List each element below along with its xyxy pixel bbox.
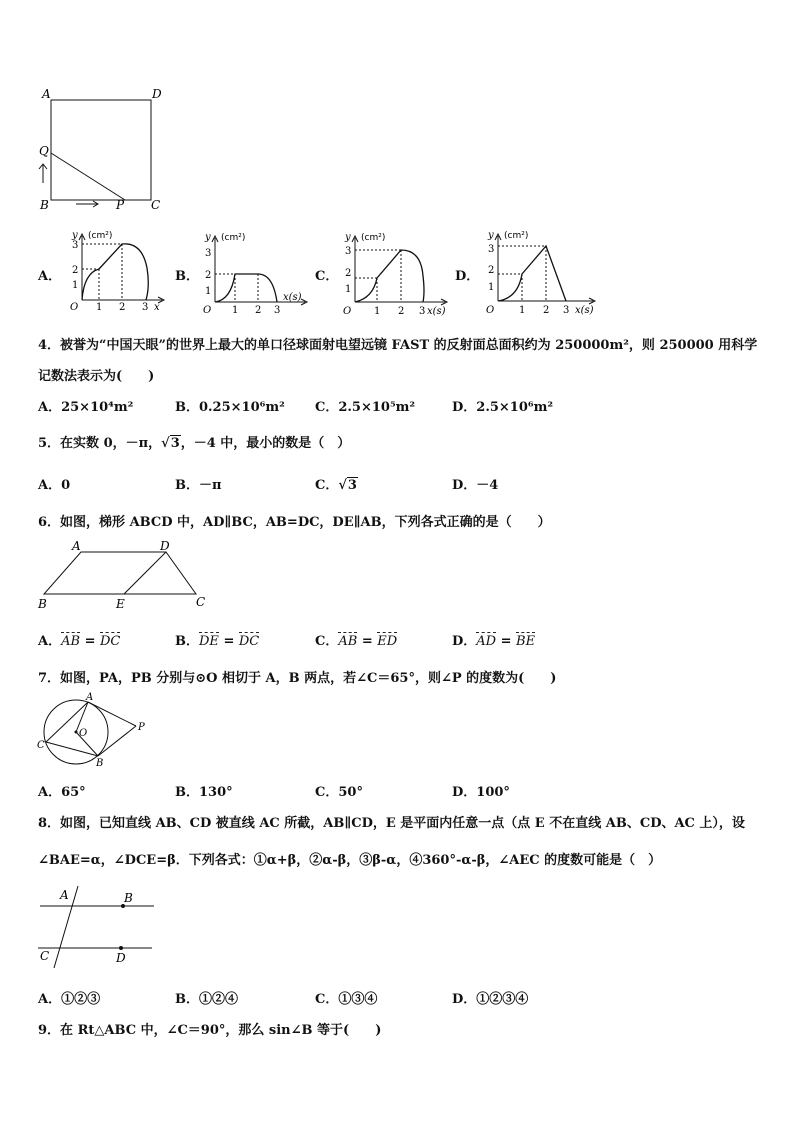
q5-option-c[interactable]	[315, 474, 358, 493]
vector-left: AD	[476, 634, 497, 649]
q7-option-b[interactable]: B．130°	[175, 785, 233, 800]
svg-text:x(s): x(s)	[427, 306, 446, 317]
graph-a	[62, 228, 172, 313]
svg-text:y: y	[72, 230, 78, 241]
label-c: C	[196, 595, 206, 609]
svg-text:2: 2	[255, 305, 262, 316]
option-letter: C．	[315, 478, 339, 493]
svg-text:1: 1	[205, 286, 212, 297]
svg-text:2: 2	[543, 305, 550, 316]
q4-option-d[interactable]: D．2.5×10⁶m²	[452, 400, 554, 415]
svg-text:3: 3	[72, 240, 79, 251]
q8-line2: ∠BAE=α，∠DCE=β．下列各式：①α+β，②α-β，③β-α，④360°-α-β，∠AEC 的度数可能是（ ）	[38, 853, 662, 868]
vector-right: BE	[516, 634, 536, 649]
label-q: Q	[39, 144, 49, 158]
svg-text:x(s): x(s)	[283, 292, 302, 303]
label-b: B	[124, 891, 133, 905]
q5-stem-a: 5．在实数 0，－π，	[38, 436, 162, 451]
svg-text:2: 2	[205, 270, 212, 281]
svg-text:O: O	[203, 305, 212, 316]
center-point	[75, 731, 78, 734]
sqrt-icon: √	[161, 436, 170, 451]
vector-left: DE	[199, 634, 219, 649]
svg-text:1: 1	[96, 302, 103, 313]
q8-line1: 8．如图，已知直线 AB、CD 被直线 AC 所截，AB∥CD，E 是平面内任意一点（点 E 不在直线 AB、CD、AC 上），设	[38, 816, 745, 831]
label-a: A	[72, 539, 81, 553]
svg-text:2: 2	[488, 265, 495, 276]
svg-text:2: 2	[398, 306, 405, 317]
option-letter: A．	[38, 634, 62, 649]
label-p: P	[138, 722, 145, 733]
label-b: B	[40, 198, 49, 212]
q6-option-c[interactable]: C．AB = ED	[315, 634, 398, 649]
svg-text:x: x	[154, 302, 160, 313]
option-letter: D．	[452, 634, 477, 649]
svg-text:3: 3	[419, 306, 426, 317]
graph-b	[195, 228, 315, 318]
svg-text:1: 1	[488, 282, 495, 293]
trapezoid-abcd	[44, 552, 196, 594]
q5-stem-b: ，－4 中，最小的数是（ ）	[180, 436, 351, 451]
svg-text:(cm²): (cm²)	[221, 233, 246, 243]
label-d: D	[152, 87, 162, 101]
label-b: B	[38, 597, 47, 611]
svg-text:1: 1	[345, 284, 352, 295]
svg-text:2: 2	[72, 265, 79, 276]
label-o: O	[79, 728, 88, 739]
label-c: C	[151, 198, 161, 212]
svg-text:3: 3	[205, 248, 212, 259]
svg-text:3: 3	[142, 302, 149, 313]
vector-right: DC	[238, 634, 260, 649]
q5-stem-root: 3	[170, 436, 180, 451]
option-letter: A．	[38, 269, 62, 284]
q7-stem: 7．如图，PA，PB 分别与⊙O 相切于 A，B 两点，若∠C＝65°，则∠P 的度数为( )	[38, 671, 557, 686]
circle-tangent-figure	[36, 694, 151, 769]
q9-stem: 9．在 Rt△ABC 中，∠C＝90°，那么 sin∠B 等于( )	[38, 1023, 382, 1038]
q5-option-c-root: 3	[347, 478, 357, 493]
q6-option-a[interactable]: A．AB = DC	[38, 634, 121, 649]
svg-text:O: O	[486, 305, 495, 316]
q7-option-c[interactable]: C．50°	[315, 785, 363, 800]
vector-right: DC	[100, 634, 121, 649]
svg-text:y: y	[345, 232, 351, 243]
svg-text:2: 2	[345, 268, 352, 279]
q5-option-b[interactable]: B．－π	[175, 478, 222, 493]
svg-text:1: 1	[519, 305, 526, 316]
svg-text:3: 3	[345, 246, 352, 257]
svg-text:1: 1	[232, 305, 239, 316]
svg-text:1: 1	[374, 306, 381, 317]
svg-text:x(s): x(s)	[575, 305, 594, 316]
svg-text:3: 3	[274, 305, 281, 316]
option-letter: B．	[175, 634, 199, 649]
segment-pb	[98, 726, 136, 756]
q8-option-b[interactable]: B．①②④	[175, 992, 238, 1007]
graph-d	[478, 224, 603, 318]
trapezoid-figure	[36, 538, 211, 613]
svg-text:(cm²): (cm²)	[361, 233, 386, 243]
segment-de	[124, 552, 166, 594]
square-figure	[30, 85, 180, 215]
svg-text:y: y	[488, 230, 494, 241]
svg-text:3: 3	[563, 305, 570, 316]
q4-option-a[interactable]: A．25×10⁴m²	[38, 400, 134, 415]
vector-left: AB	[338, 634, 358, 649]
vector-right: ED	[377, 634, 398, 649]
label-d: D	[116, 951, 126, 965]
option-letter: C．	[315, 634, 339, 649]
q4-line1: 4．被誉为“中国天眼”的世界上最大的单口径球面射电望远镜 FAST 的反射面总面积约为 250000m²，则 250000 用科学	[38, 338, 758, 353]
point-d	[119, 946, 123, 950]
q4-option-b[interactable]: B．0.25×10⁶m²	[175, 400, 285, 415]
svg-text:1: 1	[72, 280, 79, 291]
label-a: A	[86, 692, 94, 703]
svg-text:(cm²): (cm²)	[88, 231, 113, 241]
svg-text:3: 3	[488, 244, 495, 255]
svg-text:y: y	[205, 232, 211, 243]
q8-option-c[interactable]: C．①③④	[315, 992, 378, 1007]
option-letter: B．	[175, 269, 199, 284]
segment-qp	[51, 153, 125, 200]
svg-text:(cm²): (cm²)	[504, 231, 529, 241]
q8-option-d[interactable]: D．①②③④	[452, 992, 529, 1007]
q6-stem: 6．如图，梯形 ABCD 中，AD∥BC，AB=DC，DE∥AB，下列各式正确的是（ ）	[38, 515, 551, 530]
svg-text:2: 2	[119, 302, 126, 313]
label-c: C	[40, 949, 50, 963]
svg-text:O: O	[70, 302, 79, 313]
label-e: E	[116, 597, 125, 611]
q4-option-c[interactable]: C．2.5×10⁵m²	[315, 400, 416, 415]
q5-option-a[interactable]: A．0	[38, 478, 71, 493]
q8-option-a[interactable]: A．①②③	[38, 992, 101, 1007]
q7-option-d[interactable]: D．100°	[452, 785, 510, 800]
label-p: P	[116, 198, 125, 212]
q4-line2: 记数法表示为( )	[38, 369, 155, 384]
q5-option-d[interactable]: D．－4	[452, 478, 499, 493]
label-a: A	[60, 888, 69, 902]
q6-option-b[interactable]: B．DE = DC	[175, 634, 260, 649]
label-c: C	[37, 740, 45, 751]
graph-c	[335, 226, 455, 318]
label-d: D	[160, 539, 170, 553]
sqrt-icon: √	[338, 478, 347, 493]
q7-option-a[interactable]: A．65°	[38, 785, 86, 800]
option-letter: D．	[455, 269, 480, 284]
parallel-lines-figure	[36, 884, 161, 969]
svg-text:O: O	[343, 306, 352, 317]
q6-option-d[interactable]: D．AD = BE	[452, 634, 536, 649]
segment-pa	[88, 702, 136, 726]
label-a: A	[42, 87, 51, 101]
vector-left: AB	[61, 634, 81, 649]
option-letter: C．	[315, 269, 339, 284]
q5-stem	[38, 432, 350, 451]
label-b: B	[96, 758, 104, 769]
segment-cb	[46, 742, 98, 756]
